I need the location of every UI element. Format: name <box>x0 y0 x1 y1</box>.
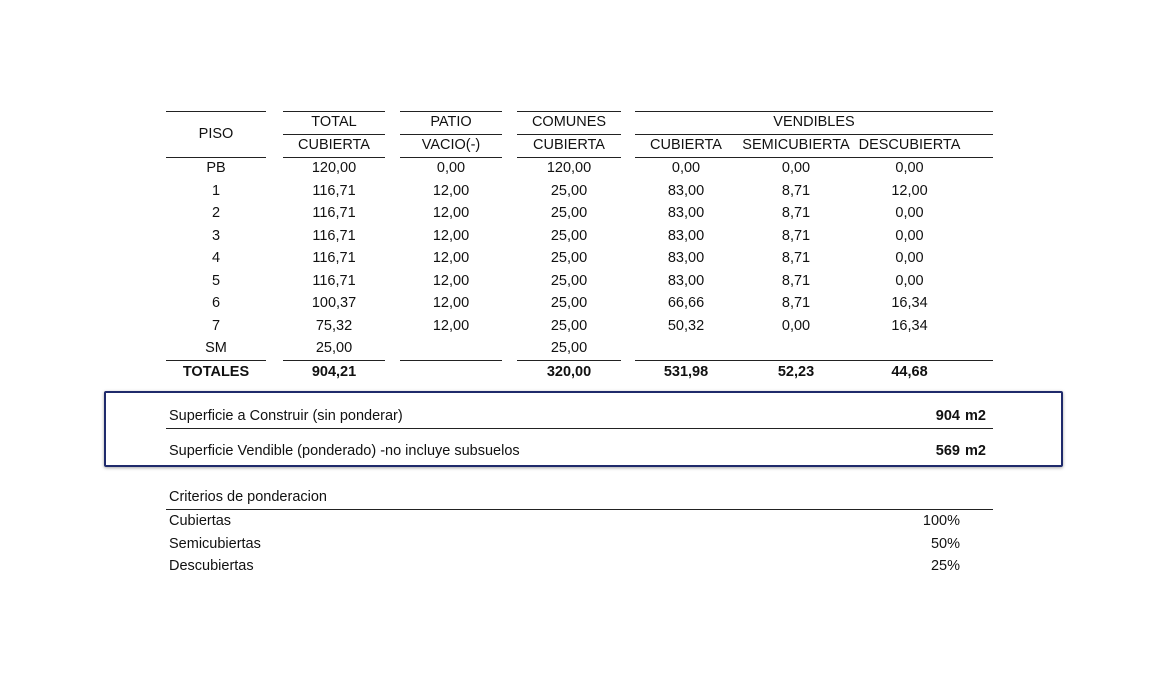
header-top-rule <box>635 111 993 112</box>
header-top-rule <box>283 111 385 112</box>
cell-patio-vacio: 0,00 <box>436 160 466 176</box>
cell-vendible-cubierta: 83,00 <box>667 182 705 199</box>
criteria-item-label: Cubiertas <box>169 513 232 529</box>
cell-total-cubierta: 120,00 <box>311 160 357 176</box>
cell-vendible-cubierta: 83,00 <box>667 205 705 221</box>
header-comunes: COMUNES <box>531 114 607 130</box>
totals-comunes: 320,00 <box>546 364 592 380</box>
cell-vendible-descubierta: 0,00 <box>895 250 924 266</box>
totals-descubierta: 44,68 <box>891 364 928 380</box>
totals-rule <box>517 360 621 361</box>
cell-comunes-cubierta: 25,00 <box>550 272 588 289</box>
cell-vendible-cubierta <box>636 338 736 358</box>
cell-piso: SM <box>205 340 227 356</box>
totals-rule <box>635 360 993 361</box>
cell-vendible-descubierta: 0,00 <box>895 160 924 176</box>
cell-vendible-descubierta: 0,00 <box>895 227 924 244</box>
superficie-vendible-unit: m2 <box>965 443 986 459</box>
cell-patio-vacio: 12,00 <box>432 317 470 334</box>
cell-vendible-cubierta: 83,00 <box>667 227 705 244</box>
header-patio: PATIO <box>430 114 472 130</box>
cell-total-cubierta: 25,00 <box>315 340 353 356</box>
totals-semicubierta: 52,23 <box>777 364 815 380</box>
cell-vendible-cubierta: 83,00 <box>667 272 705 289</box>
cell-comunes-cubierta: 120,00 <box>546 160 592 176</box>
cell-piso: 4 <box>211 250 221 266</box>
cell-piso: 7 <box>211 317 221 334</box>
superficie-vendible-label: Superficie Vendible (ponderado) -no incluye subsuelos <box>169 443 520 459</box>
cell-vendible-semicubierta: 8,71 <box>781 272 811 289</box>
cell-vendible-descubierta <box>852 338 967 358</box>
cell-piso: 3 <box>211 227 221 244</box>
cell-patio-vacio: 12,00 <box>432 205 470 221</box>
criteria-rule <box>166 509 993 510</box>
cell-vendible-descubierta: 12,00 <box>891 182 928 199</box>
cell-patio-vacio: 12,00 <box>432 250 470 266</box>
cell-vendible-descubierta: 0,00 <box>895 272 924 289</box>
header-top-rule <box>517 111 621 112</box>
cell-total-cubierta: 116,71 <box>312 250 356 266</box>
totals-cubierta: 531,98 <box>663 364 709 380</box>
cell-total-cubierta: 116,71 <box>312 182 356 199</box>
header-mid-rule <box>635 134 993 135</box>
header-vendibles-cubierta: CUBIERTA <box>650 137 722 153</box>
cell-total-cubierta: 116,71 <box>312 272 356 289</box>
cell-vendible-descubierta: 0,00 <box>895 205 924 221</box>
cell-piso: 5 <box>211 272 221 289</box>
cell-piso: 1 <box>211 182 221 199</box>
criteria-item-label: Semicubiertas <box>169 535 261 552</box>
cell-vendible-cubierta: 50,32 <box>667 317 705 334</box>
header-comunes-cubierta: CUBIERTA <box>533 137 605 153</box>
cell-comunes-cubierta: 25,00 <box>550 250 588 266</box>
header-piso: PISO <box>198 126 234 142</box>
cell-patio-vacio: 12,00 <box>432 272 470 289</box>
header-mid-rule <box>517 134 621 135</box>
header-vendibles-descubierta: DESCUBIERTA <box>858 137 961 153</box>
header-vendibles: VENDIBLES <box>773 114 855 130</box>
cell-comunes-cubierta: 25,00 <box>550 227 588 244</box>
cell-vendible-semicubierta: 8,71 <box>781 295 811 311</box>
cell-patio-vacio: 12,00 <box>432 182 470 199</box>
header-total: TOTAL <box>311 114 357 130</box>
cell-piso: PB <box>206 160 226 176</box>
cell-vendible-semicubierta: 8,71 <box>781 182 811 199</box>
header-top-rule <box>400 111 502 112</box>
cell-comunes-cubierta: 25,00 <box>550 205 588 221</box>
cell-vendible-semicubierta <box>740 338 852 358</box>
cell-piso: 6 <box>211 295 221 311</box>
cell-vendible-descubierta: 16,34 <box>891 295 928 311</box>
superficie-construir-value: 904 <box>935 408 960 424</box>
criteria-item-value: 50% <box>930 535 960 552</box>
cell-comunes-cubierta: 25,00 <box>550 317 588 334</box>
criteria-title: Criterios de ponderacion <box>169 489 327 505</box>
cell-piso: 2 <box>211 205 221 221</box>
header-vendibles-semicubierta: SEMICUBIERTA <box>742 137 850 153</box>
header-top-rule <box>166 111 266 112</box>
cell-comunes-cubierta: 25,00 <box>550 182 588 199</box>
criteria-item-label: Descubiertas <box>169 558 254 574</box>
cell-total-cubierta: 116,71 <box>312 227 356 244</box>
summary-divider <box>166 428 993 429</box>
header-mid-rule <box>283 134 385 135</box>
cell-total-cubierta: 75,32 <box>315 317 353 334</box>
totals-rule <box>283 360 385 361</box>
cell-vendible-cubierta: 83,00 <box>667 250 705 266</box>
cell-patio-vacio: 12,00 <box>432 227 470 244</box>
criteria-item-value: 25% <box>930 558 960 574</box>
criteria-item-value: 100% <box>922 513 960 529</box>
cell-vendible-cubierta: 0,00 <box>671 160 701 176</box>
cell-patio-vacio <box>400 338 502 358</box>
header-total-cubierta: CUBIERTA <box>298 137 370 153</box>
cell-total-cubierta: 100,37 <box>311 295 357 311</box>
cell-vendible-descubierta: 16,34 <box>891 317 928 334</box>
cell-vendible-cubierta: 66,66 <box>667 295 705 311</box>
superficie-construir-label: Superficie a Construir (sin ponderar) <box>169 408 403 424</box>
superficie-construir-unit: m2 <box>965 408 986 424</box>
cell-vendible-semicubierta: 8,71 <box>781 250 811 266</box>
header-mid-rule <box>400 134 502 135</box>
cell-total-cubierta: 116,71 <box>312 205 356 221</box>
cell-patio-vacio: 12,00 <box>432 295 470 311</box>
cell-vendible-semicubierta: 8,71 <box>781 205 811 221</box>
totals-total-cubierta: 904,21 <box>311 364 357 380</box>
totals-label: TOTALES <box>182 364 250 380</box>
totals-patio <box>400 362 502 382</box>
cell-vendible-semicubierta: 8,71 <box>781 227 811 244</box>
header-patio-vacio: VACIO(-) <box>421 137 481 153</box>
totals-rule <box>400 360 502 361</box>
cell-vendible-semicubierta: 0,00 <box>781 317 811 334</box>
superficie-vendible-value: 569 <box>935 443 960 459</box>
cell-comunes-cubierta: 25,00 <box>550 295 588 311</box>
cell-comunes-cubierta: 25,00 <box>550 340 588 356</box>
cell-vendible-semicubierta: 0,00 <box>781 160 811 176</box>
totals-rule <box>166 360 266 361</box>
